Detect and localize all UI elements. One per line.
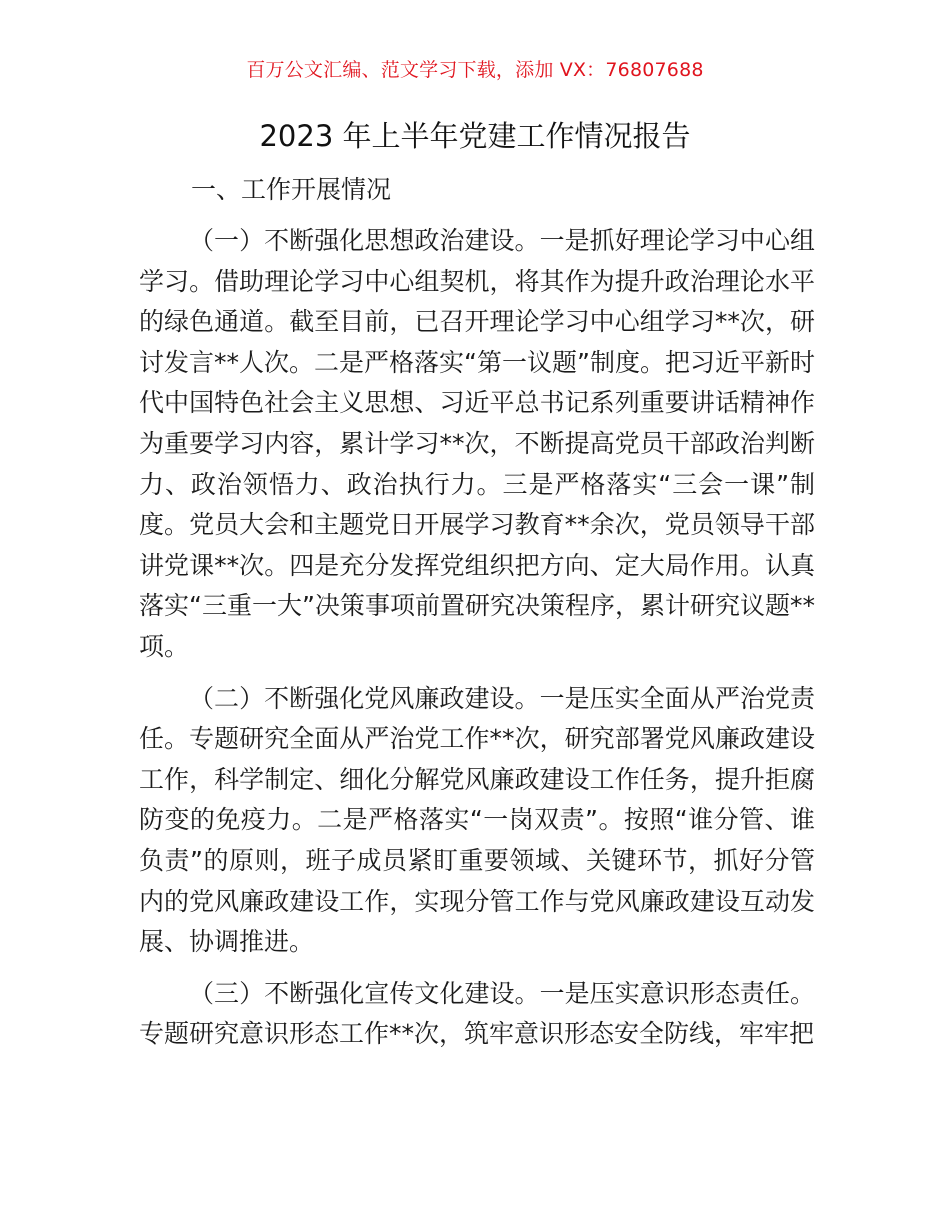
section-heading: 一、工作开展情况 — [191, 175, 392, 204]
paragraph-ideological-political: （一）不断强化思想政治建设。一是抓好理论学习中心组学习。借助理论学习中心组契机，将其作为提升政治理论水平的绿色通道。截至目前，已召开理论学习中心组学习**次，研讨发言**人次。二是严格落实“第一议题”制度。把习近平新时代中国特色社会主义思想、习近平总书记系列重要讲话精神作为重要学习内容，累计学习**次，不断提高党员干部政治判断力、政治领悟力、政治执行力。三是严格落实“三会一课”制度。党员大会和主题党日开展学习教育**余次，党员领导干部讲党课**次。四是充分发挥党组织把方向、定大局作用。认真落实“三重一大”决策事项前置研究决策程序，累计研究议题**项。 — [139, 226, 815, 661]
paragraph-publicity-culture: （三）不断强化宣传文化建设。一是压实意识形态责任。专题研究意识形态工作**次，筑牢意识形态安全防线，牢牢把 — [139, 978, 815, 1049]
document-body — [139, 170, 815, 1066]
document-title: 2023 年上半年党建工作情况报告 — [259, 119, 691, 153]
paragraph-party-conduct: （二）不断强化党风廉政建设。一是压实全面从严治党责任。专题研究全面从严治党工作**次，研究部署党风廉政建设工作，科学制定、细化分解党风廉政建设工作任务，提升拒腐防变的免疫力。二是严格落实“一岗双责”。按照“谁分管、谁负责”的原则，班子成员紧盯重要领域、关键环节，抓好分管内的党风廉政建设工作，实现分管工作与党风廉政建设互动发展、协调推进。 — [139, 683, 815, 957]
watermark-banner: 百万公文汇编、范文学习下载，添加 VX：76807688 — [246, 59, 704, 81]
